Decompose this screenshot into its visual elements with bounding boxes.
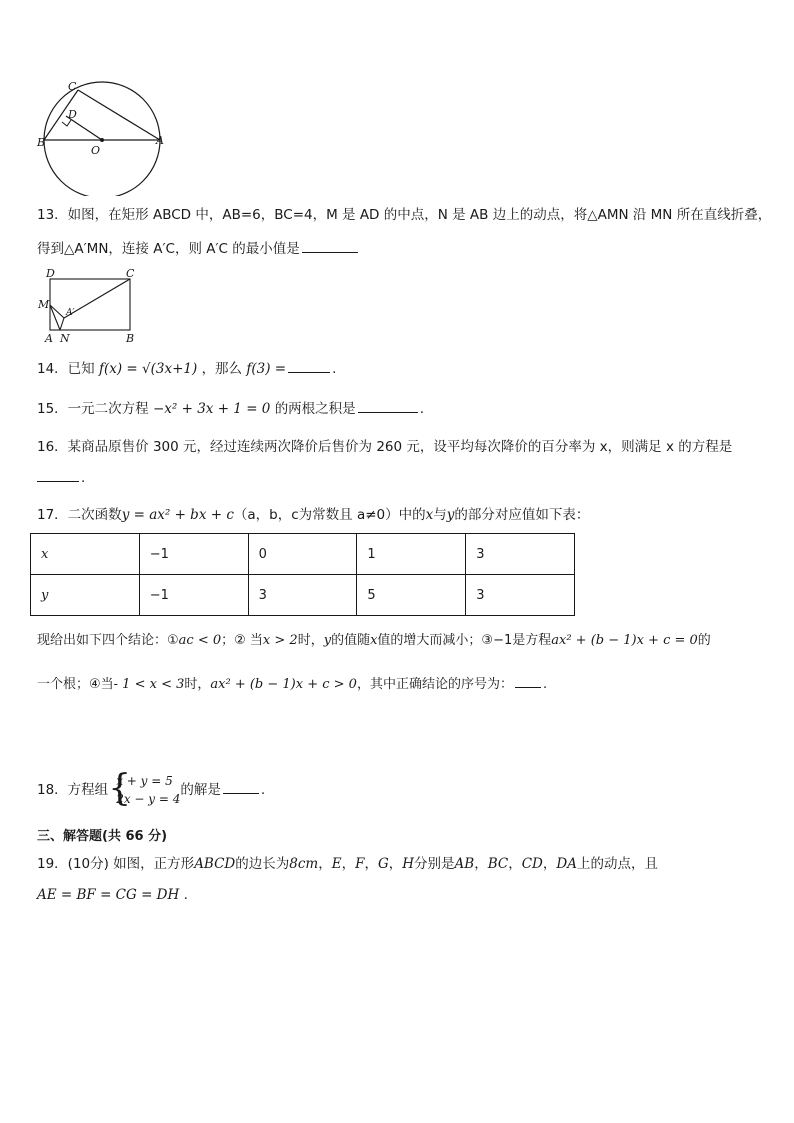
q17-prefix: 17．二次函数 — [37, 507, 122, 523]
label-d: D — [68, 108, 77, 121]
q18-prefix: 18．方程组 — [37, 782, 109, 798]
label-c: C — [68, 80, 77, 93]
q19-e: E — [331, 856, 342, 872]
c-eq3: ax² + (b − 1)x + c = 0 — [551, 633, 698, 648]
q19-sep: ， — [318, 856, 332, 872]
q17-conclusions-line1 — [37, 632, 711, 650]
table-header-y: y — [31, 575, 140, 616]
q19-bc: BC — [487, 856, 509, 872]
c-x: x — [370, 633, 378, 648]
table-row — [31, 534, 575, 575]
table-cell: 3 — [248, 575, 357, 616]
c-text-h: 时， — [184, 677, 211, 692]
q15-answer-blank[interactable] — [358, 400, 418, 413]
q19-mid2: 分别是 — [414, 856, 455, 872]
label-a-prime: A′ — [66, 308, 75, 318]
value-table — [30, 533, 575, 616]
q17-and: 与 — [433, 507, 447, 523]
equation-system — [108, 768, 181, 809]
q19-line1: 19．(10分) 如图，正方形ABCD的边长为8cm，E，F，G，H分别是AB，BC，CD，DA上的动点，且 — [37, 856, 658, 872]
label-o: O — [91, 144, 101, 157]
q17-end: . — [542, 677, 548, 692]
rectangle-fold-figure — [38, 268, 142, 344]
q15-equation: −x² + 3x + 1 = 0 — [152, 401, 271, 417]
q15-prefix: 15．一元二次方程 — [37, 401, 149, 417]
label-a: A — [156, 134, 164, 147]
q14-end: . — [332, 361, 337, 377]
c-text-f: 的 — [697, 633, 711, 648]
q19-cd: CD — [521, 856, 543, 872]
c-ac: ac < 0 — [178, 633, 222, 648]
table-row — [31, 575, 575, 616]
c-text-b: ；② 当 — [221, 633, 263, 648]
q19-mid1: 的边长为 — [235, 856, 290, 872]
q17-conclusions-line2 — [37, 675, 547, 694]
q16-line2 — [37, 469, 85, 487]
brace-icon: { — [108, 768, 132, 809]
q18-line — [37, 768, 266, 809]
label-n: N — [60, 332, 70, 344]
label-c2: C — [126, 268, 135, 280]
q19-ab: AB — [454, 856, 475, 872]
q18-eq1: x + y = 5 — [116, 774, 173, 788]
q19-len: 8cm — [289, 856, 319, 872]
q19-da: DA — [556, 856, 577, 872]
q17-suffix: 的部分对应值如下表： — [454, 507, 590, 523]
c-y: y — [323, 633, 332, 648]
c-xgt2: x > 2 — [262, 633, 298, 648]
q19-h: H — [402, 856, 415, 872]
q17-mid: （a，b，c为常数且 a≠0）中的 — [233, 507, 426, 523]
q15-line — [37, 400, 424, 418]
label-b2: B — [126, 332, 135, 344]
label-d2: D — [46, 268, 55, 280]
q16-end: . — [81, 470, 86, 486]
q19-f: F — [355, 856, 365, 872]
segment-mn — [50, 305, 60, 330]
c-text-i: ，其中正确结论的序号为： — [356, 677, 513, 692]
center-point — [100, 138, 104, 142]
q18-end: . — [260, 782, 266, 798]
table-cell: −1 — [139, 575, 248, 616]
q19-equation: AE = BF = CG = DH — [37, 887, 180, 903]
q13-line2 — [37, 240, 360, 258]
q19-prefix: 19．(10分) 如图，正方形 — [37, 856, 195, 872]
q15-suffix: 的两根之积是 — [274, 401, 356, 417]
circle-figure — [36, 78, 168, 196]
table-cell: 0 — [248, 534, 357, 575]
c-text-e: 值的增大而减小；③−1是方程 — [377, 633, 552, 648]
c-text-a: 现给出如下四个结论：① — [37, 633, 179, 648]
q18-answer-blank[interactable] — [223, 781, 259, 794]
q18-eq2: 2x − y = 4 — [116, 792, 181, 806]
q17-function: y = ax² + bx + c — [121, 507, 234, 523]
q19-abcd: ABCD — [194, 856, 236, 872]
q17-y: y — [446, 507, 455, 523]
q14-prefix: 14．已知 — [37, 361, 95, 377]
table-header-x: x — [31, 534, 140, 575]
table-cell: 3 — [466, 575, 575, 616]
q19-g: G — [377, 856, 389, 872]
segment-a1n — [60, 318, 64, 330]
c-text-g: 一个根；④当 — [37, 677, 114, 692]
q14-eval: f(3) = — [246, 361, 287, 377]
label-b: B — [37, 136, 46, 149]
c-text-c: 时， — [297, 633, 324, 648]
q15-end: . — [419, 401, 424, 417]
q14-line — [37, 360, 336, 378]
table-cell: 3 — [466, 534, 575, 575]
table-cell: −1 — [139, 534, 248, 575]
c-range: - 1 < x < 3 — [113, 677, 185, 692]
q19-line2 — [37, 886, 188, 904]
q14-mid: ，那么 — [201, 361, 243, 377]
q13-answer-blank[interactable] — [302, 240, 358, 253]
q13-line1: 13．如图，在矩形 ABCD 中，AB=6，BC=4，M 是 AD 的中点，N 是 AB 边上的动点，将△AMN 沿 MN 所在直线折叠， — [37, 207, 772, 223]
q17-x: x — [425, 507, 434, 523]
table-cell: 1 — [357, 534, 466, 575]
q14-answer-blank[interactable] — [288, 360, 330, 373]
q14-function: f(x) = √(3x+1) — [98, 361, 198, 377]
section-heading: 三、解答题(共 66 分) — [37, 829, 168, 844]
q19-mid3: 上的动点，且 — [576, 856, 658, 872]
q17-answer-blank[interactable] — [515, 675, 541, 688]
q18-suffix: 的解是 — [180, 782, 221, 798]
q17-line — [37, 506, 589, 524]
q13-line2-text: 得到△A′MN，连接 A′C，则 A′C 的最小值是 — [37, 241, 300, 257]
c-text-d: 的值随 — [331, 633, 371, 648]
q16-answer-blank[interactable] — [37, 469, 79, 482]
label-a2: A — [45, 332, 53, 344]
q19-end: . — [183, 887, 188, 903]
c-ineq: ax² + (b − 1)x + c > 0 — [210, 677, 357, 692]
table-cell: 5 — [357, 575, 466, 616]
q16-line1: 16．某商品原售价 300 元，经过连续两次降价后售价为 260 元，设平均每次降价的百分率为 x，则满足 x 的方程是 — [37, 439, 733, 455]
label-m: M — [38, 298, 50, 311]
